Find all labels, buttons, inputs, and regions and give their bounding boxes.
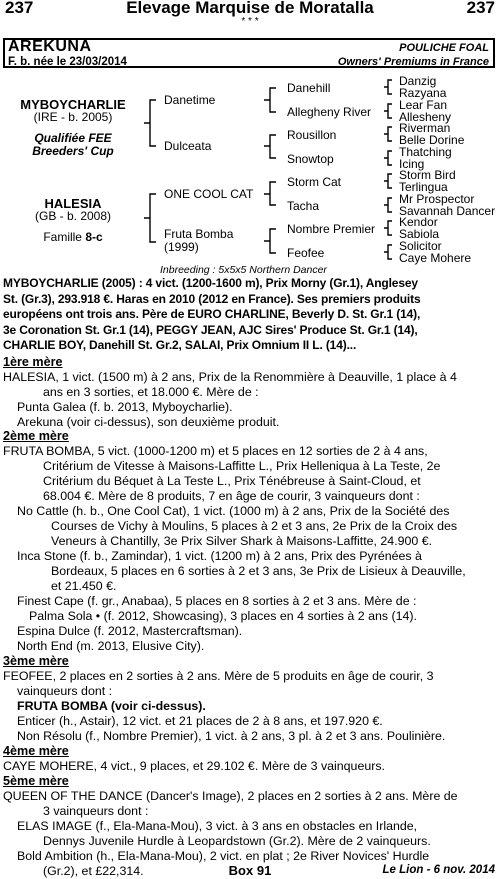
text-line: Veneurs à Chantilly, 3e Prix Silver Shark à Maisons-Laffitte, 24.900 €.: [51, 534, 433, 548]
header-stars: * * *: [241, 16, 259, 27]
text-line: Arekuna (voir ci-dessus), son deuxième produit.: [17, 415, 280, 429]
text-line: vainqueurs dont :: [17, 684, 113, 698]
family-label: Famille: [43, 230, 86, 244]
horse-box: [3, 38, 495, 68]
gen4-12: Savannah Dancer: [399, 204, 496, 218]
text-line: 68.004 €. Mère de 8 produits, 7 en âge de courir, 3 vainqueurs dont :: [43, 489, 420, 503]
text-line: FRUTA BOMBA, 5 vict. (1000-1200 m) et 5 places en 12 sorties de 2 à 4 ans,: [3, 444, 428, 458]
text-line: No Cattle (h. b., One Cool Cat), 1 vict. (1000 m) à 2 ans, Prix de la Société des: [17, 504, 450, 518]
section-first-dam: 1ère mère: [3, 355, 63, 369]
sire-origin: (IRE - b. 2005): [33, 110, 113, 124]
text-line: Bold Ambition (h., Ela-Mana-Mou), 2 vict. en plat ; 2e River Novices' Hurdle: [17, 849, 430, 863]
sire-block: [0, 98, 146, 158]
gen4-13: Kendor: [399, 215, 438, 229]
dam-name: HALESIA: [44, 196, 102, 211]
sire-summary-line: 3e Coronation St. Gr.1 (14), PEGGY JEAN, AJC Sires' Produce St. Gr.1 (14),: [3, 322, 418, 337]
dam-family: [0, 231, 146, 244]
gen2-danetime: Danetime: [164, 93, 216, 107]
gen4-2: Razyana: [399, 86, 447, 100]
page-title: Elevage Marquise de Moratalla: [126, 0, 374, 17]
text-line: FRUTA BOMBA (voir ci-dessus).: [17, 699, 206, 713]
sire-summary-line: MYBOYCHARLIE (2005) : 4 vict. (1200-1600 m), Prix Morny (Gr.1), Anglesey: [3, 276, 418, 290]
text-line: Critérium du Béquet à La Teste L., Prix Ténébreuse à Saint-Cloud, et: [43, 474, 421, 488]
section-fifth-dam: 5ème mère: [3, 774, 69, 788]
gen2-one-cool-cat: ONE COOL CAT: [164, 187, 254, 201]
gen4-8: Icing: [399, 157, 425, 171]
gen4-15: Solicitor: [399, 239, 442, 253]
text-line: Critérium de Vitesse à Maisons-Laffitte L., Prix Helleniqua à La Teste, 2e: [43, 459, 441, 473]
gen4-10: Terlingua: [399, 180, 448, 194]
text-line: Palma Sola • (f. 2012, Showcasing), 3 places en 4 sorties à 2 ans (14).: [29, 609, 417, 623]
text-line: Dennys Juvenile Hurdle à Leopardstown (Gr.2). Mère de 2 vainqueurs.: [43, 834, 431, 848]
footer-box: Box 91: [228, 863, 272, 878]
text-line: FEOFEE, 2 places en 2 sorties à 2 ans. Mère de 5 produits en âge de courir, 3: [3, 669, 434, 683]
gen3-4: Snowtop: [287, 152, 334, 166]
section-second-dam: 2ème mère: [3, 429, 69, 443]
page-number-left: 237: [5, 0, 34, 17]
horse-type: POULICHE FOAL: [399, 42, 489, 54]
gen2-fruta-bomba: Fruta Bomba: [164, 227, 234, 241]
gen3-7: Nombre Premier: [287, 222, 376, 236]
section-fourth-dam: 4ème mère: [3, 744, 69, 758]
text-line: Finest Cape (f. gr., Anabaa), 5 places en 8 sorties à 2 et 3 ans. Mère de :: [17, 594, 417, 608]
gen3-3: Rousillon: [287, 128, 337, 142]
gen2-dulceata: Dulceata: [164, 139, 212, 153]
text-line: ELAS IMAGE (f., Ela-Mana-Mou), 3 vict. à 3 ans en obstacles en Irlande,: [17, 819, 418, 833]
gen2-fruta-bomba-year: (1999): [164, 240, 199, 254]
footer-date: Le Lion - 6 nov. 2014: [382, 864, 495, 876]
gen4-7: Thatching: [399, 145, 452, 159]
gen4-14: Sabiola: [399, 227, 440, 241]
text-line: (Gr.2), et £22,314.: [43, 864, 144, 878]
gen4-6: Belle Dorine: [399, 133, 465, 147]
gen3-1: Danehill: [287, 81, 331, 95]
dam-origin: (GB - b. 2008): [34, 209, 112, 223]
gen3-6: Tacha: [287, 199, 320, 213]
first-dam-text: [3, 370, 496, 430]
horse-name: AREKUNA: [8, 38, 92, 55]
sire-note-2: Breeders' Cup: [32, 144, 114, 158]
gen4-11: Mr Prospector: [399, 192, 475, 206]
gen4-1: Danzig: [399, 74, 437, 88]
section-third-dam: 3ème mère: [3, 654, 69, 668]
dam-block: [0, 197, 146, 244]
sire-summary-line: CHARLIE BOY, Danehill St. Gr.2, SALAI, Prix Omnium II L. (14)...: [3, 338, 357, 352]
gen4-5: Riverman: [399, 121, 451, 135]
family-value: 8-c: [85, 230, 103, 244]
text-line: Non Résolu (f., Nombre Premier), 1 vict. à 2 ans, 3 pl. à 2 et 3 ans. Poulinière.: [17, 729, 446, 743]
gen4-16: Caye Mohere: [399, 251, 472, 265]
gen4-9: Storm Bird: [399, 168, 456, 182]
text-line: QUEEN OF THE DANCE (Dancer's Image), 2 places en 2 sorties à 2 ans. Mère de: [3, 789, 458, 803]
text-line: ans en 3 sorties, et 18.000 €. Mère de :: [43, 385, 259, 399]
text-line: Bordeaux, 5 places en 6 sorties à 2 et 3 ans, 3e Prix de Lisieux à Deauville,: [51, 564, 466, 578]
gen3-8: Feofee: [287, 246, 325, 260]
sire-summary-line: St. (Gr.3), 293.918 €. Haras en 2010 (2012 en France). Ses premiers produits: [3, 291, 421, 306]
second-dam-text: [3, 444, 496, 654]
text-line: 3 vainqueurs dont :: [43, 804, 149, 818]
owners-premiums: Owners' Premiums in France: [337, 56, 489, 68]
sire-summary-line: européens ont trois ans. Père de EURO CHARLINE, Beverly D. St. Gr.1 (14),: [3, 307, 421, 321]
sire-summary: [3, 276, 496, 354]
horse-birth: F. b. née le 23/03/2014: [8, 56, 127, 68]
text-line: HALESIA, 1 vict. (1500 m) à 2 ans, Prix de la Renommière à Deauville, 1 place à 4: [3, 370, 457, 384]
gen4-3: Lear Fan: [399, 98, 448, 112]
gen4-4: Allesheny: [399, 110, 452, 124]
text-line: North End (m. 2013, Elusive City).: [17, 639, 205, 653]
gen3-5: Storm Cat: [287, 175, 342, 189]
text-line: Courses de Vichy à Moulins, 5 places à 2 et 3 ans, 2e Prix de la Croix des: [51, 519, 458, 533]
page-header: [0, 0, 500, 26]
sire-note-1: Qualifiée FEE: [34, 131, 112, 145]
gen3-2: Allegheny River: [287, 105, 372, 119]
sire-name: MYBOYCHARLIE: [20, 97, 126, 112]
third-dam-text: [3, 669, 496, 744]
text-line: Punta Galea (f. b. 2013, Myboycharlie).: [17, 400, 233, 414]
inbreeding-note: Inbreeding : 5x5x5 Northern Dancer: [160, 264, 327, 276]
page-number-right: 237: [466, 0, 495, 17]
text-line: Espina Dulce (f. 2012, Mastercraftsman).: [17, 624, 243, 638]
page-footer: [0, 863, 500, 878]
text-line: et 21.450 €.: [51, 579, 117, 593]
fourth-dam-text: CAYE MOHERE, 4 vict., 9 places, et 29.102 €. Mère de 3 vainqueurs.: [3, 759, 385, 773]
text-line: Enticer (h., Astair), 12 vict. et 21 places de 2 à 8 ans, et 197.920 €.: [17, 714, 383, 728]
text-line: Inca Stone (f. b., Zamindar), 1 vict. (1200 m) à 2 ans, Prix des Pyrénées à: [17, 549, 422, 563]
